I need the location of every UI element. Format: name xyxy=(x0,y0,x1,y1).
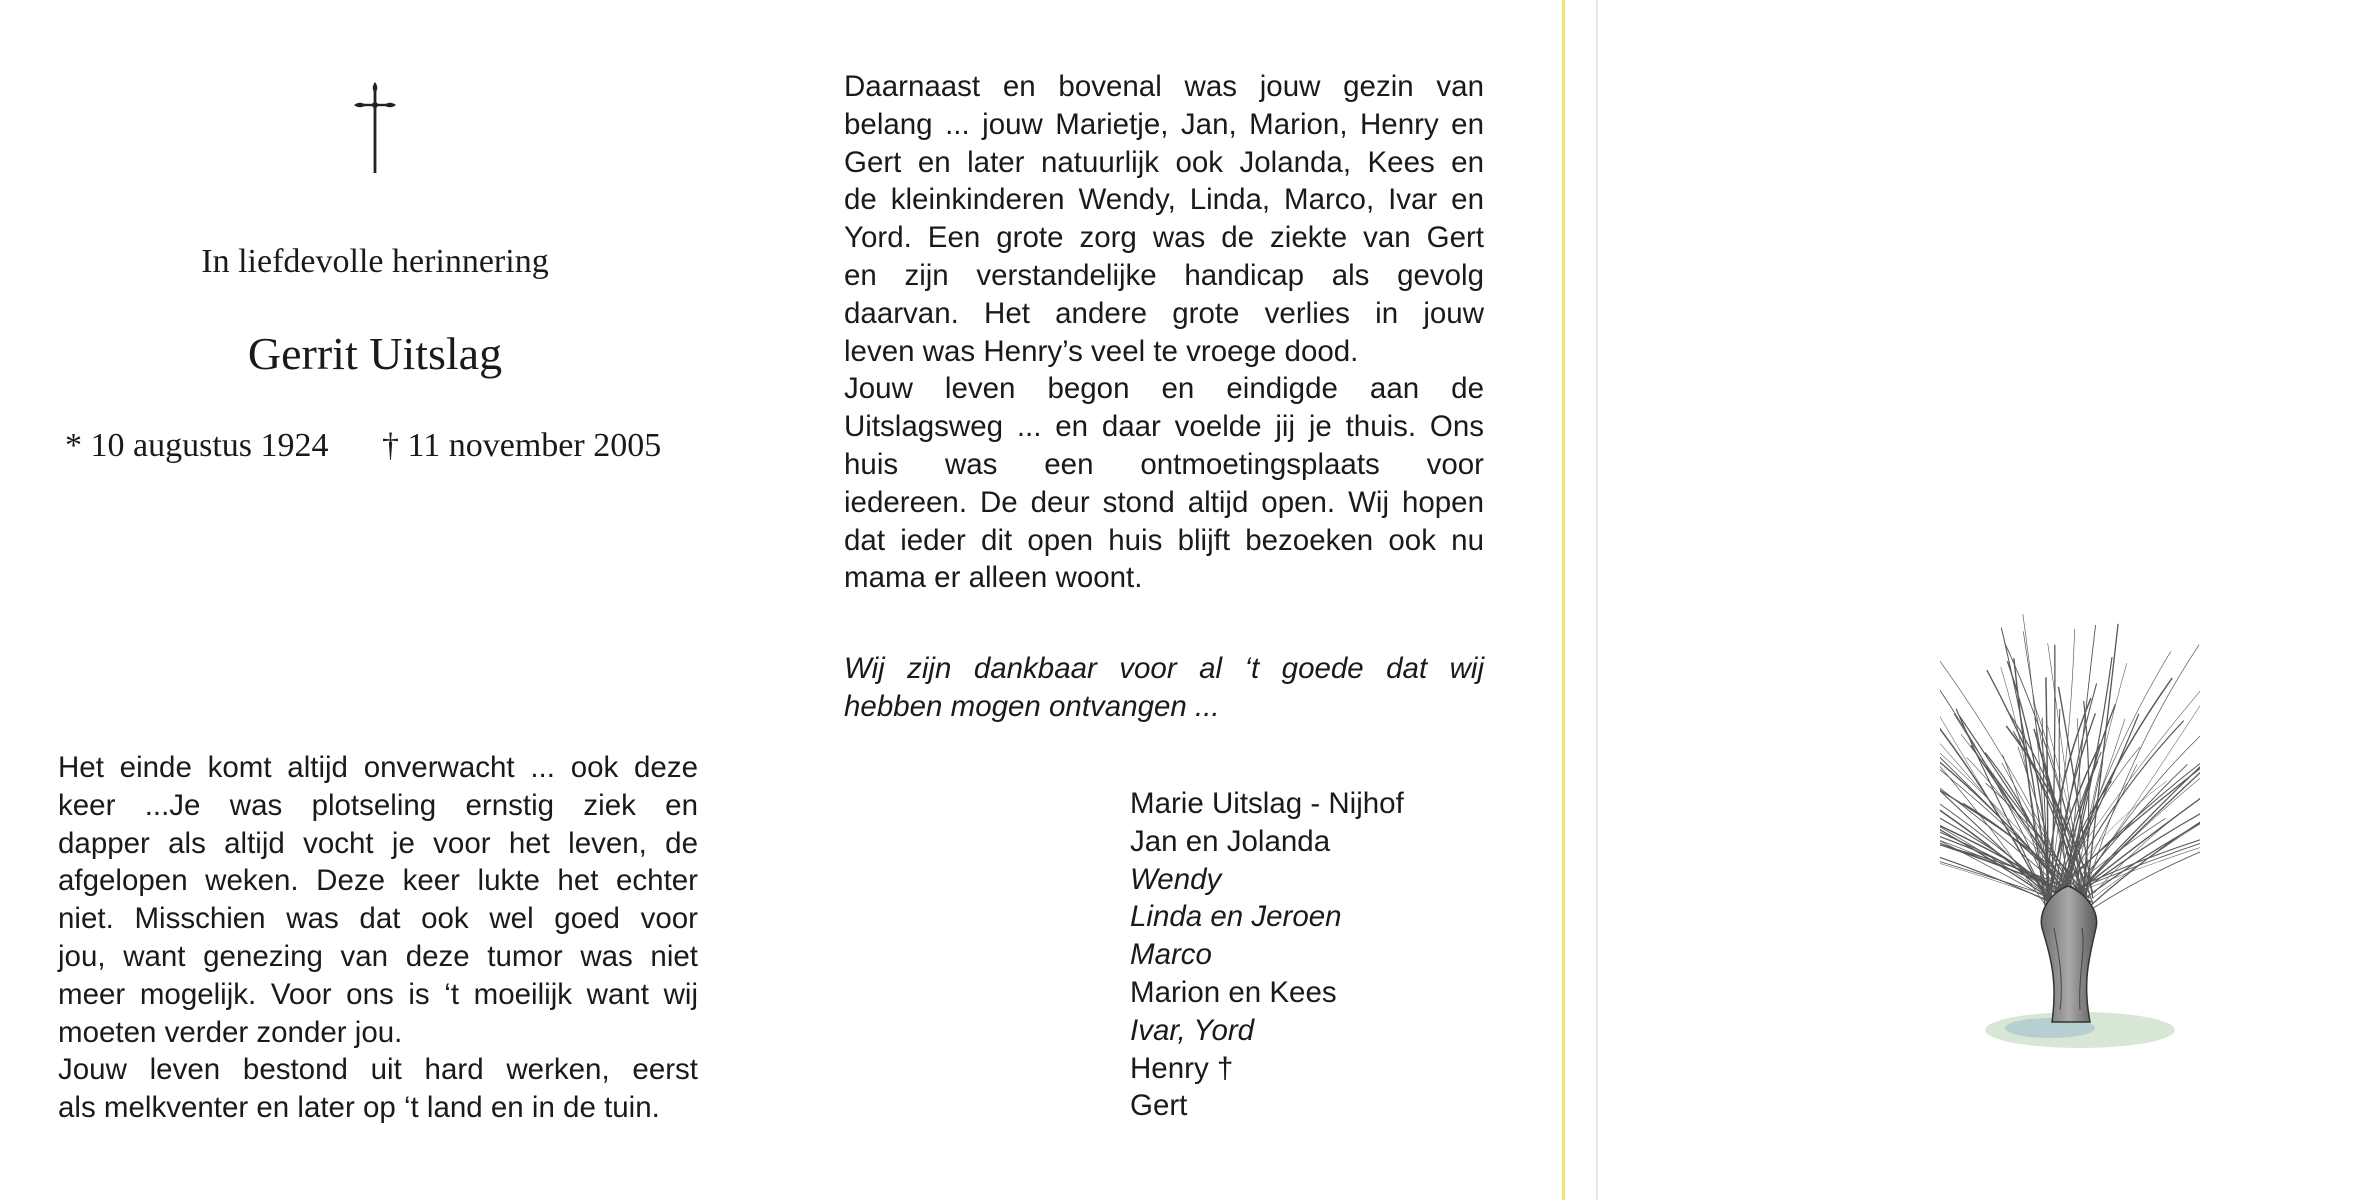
gratitude-text xyxy=(844,650,1484,726)
text-line: mama er alleen woont. xyxy=(844,561,1143,595)
text-line: daarvan. Het andere grote verlies in jouw xyxy=(844,296,1484,330)
family-member: Jan en Jolanda xyxy=(1130,824,1331,858)
death-date: † 11 november 2005 xyxy=(382,427,662,464)
text-line: Yord. Een grote zorg was de ziekte van Gert xyxy=(844,221,1484,255)
family-member: Marie Uitslag - Nijhof xyxy=(1130,787,1404,820)
text-line: Daarnaast en bovenal was jouw gezin van xyxy=(844,70,1484,103)
tree-branch xyxy=(1940,824,2050,899)
text-line: Het einde komt altijd onverwacht ... ook deze xyxy=(58,751,698,784)
family-list xyxy=(1130,785,1404,1125)
text-line: niet. Misschien was dat ook wel goed voor xyxy=(58,902,698,936)
text-line: Wij zijn dankbaar voor al ‘t goede dat wij xyxy=(844,652,1484,685)
memorial-title: In liefdevolle herinnering xyxy=(201,243,549,280)
text-line: meer mogelijk. Voor ons is ‘t moeilijk want wij xyxy=(58,977,698,1011)
text-line: Gert en later natuurlijk ook Jolanda, Kees en xyxy=(844,145,1484,179)
text-line: hebben mogen ontvangen ... xyxy=(844,689,1220,723)
family-member: Gert xyxy=(1130,1089,1188,1123)
text-line: keer ...Je was plotseling ernstig ziek en xyxy=(58,788,698,822)
text-line: en zijn verstandelijke handicap als gevolg xyxy=(844,258,1484,292)
text-line: iedereen. De deur stond altijd open. Wij hopen xyxy=(844,485,1484,519)
middle-panel xyxy=(800,0,1560,1200)
text-line: de kleinkinderen Wendy, Linda, Marco, Ivar en xyxy=(844,183,1484,217)
left-story-text xyxy=(58,749,698,1127)
family-member: Ivar, Yord xyxy=(1130,1013,1255,1047)
family-member: Marion en Kees xyxy=(1130,975,1337,1009)
text-line: belang ... jouw Marietje, Jan, Marion, Henry en xyxy=(844,107,1484,141)
text-line: dat ieder dit open huis blijft bezoeken ook nu xyxy=(844,523,1484,557)
birth-date: * 10 augustus 1924 xyxy=(65,427,329,464)
deceased-name: Gerrit Uitslag xyxy=(247,328,503,379)
life-dates xyxy=(65,427,661,465)
family-member: Wendy xyxy=(1130,862,1222,896)
family-member: Linda en Jeroen xyxy=(1130,900,1342,934)
left-panel xyxy=(0,0,800,1200)
text-line: leven was Henry’s veel te vroege dood. xyxy=(844,334,1359,368)
text-line: jou, want genezing van deze tumor was niet xyxy=(58,939,698,973)
text-line: Jouw leven bestond uit hard werken, eerst xyxy=(58,1053,698,1087)
text-line: als melkventer en later op ‘t land en in de tuin. xyxy=(58,1091,660,1125)
willow-tree-illustration xyxy=(1940,610,2200,1055)
text-line: afgelopen weken. Deze keer lukte het echter xyxy=(58,864,698,898)
right-panel xyxy=(1560,0,2357,1200)
text-line: dapper als altijd vocht je voor het leven, de xyxy=(58,826,698,860)
text-line: huis was een ontmoetingsplaats voor xyxy=(844,447,1484,481)
family-member: Marco xyxy=(1130,938,1212,972)
middle-story-text xyxy=(844,68,1484,597)
text-line: Uitslagsweg ... en daar voelde jij je thuis. Ons xyxy=(844,410,1484,444)
text-line: Jouw leven begon en eindigde aan de xyxy=(844,372,1484,406)
cross-icon xyxy=(350,80,400,175)
text-line: moeten verder zonder jou. xyxy=(58,1015,403,1049)
family-member: Henry † xyxy=(1130,1051,1234,1085)
